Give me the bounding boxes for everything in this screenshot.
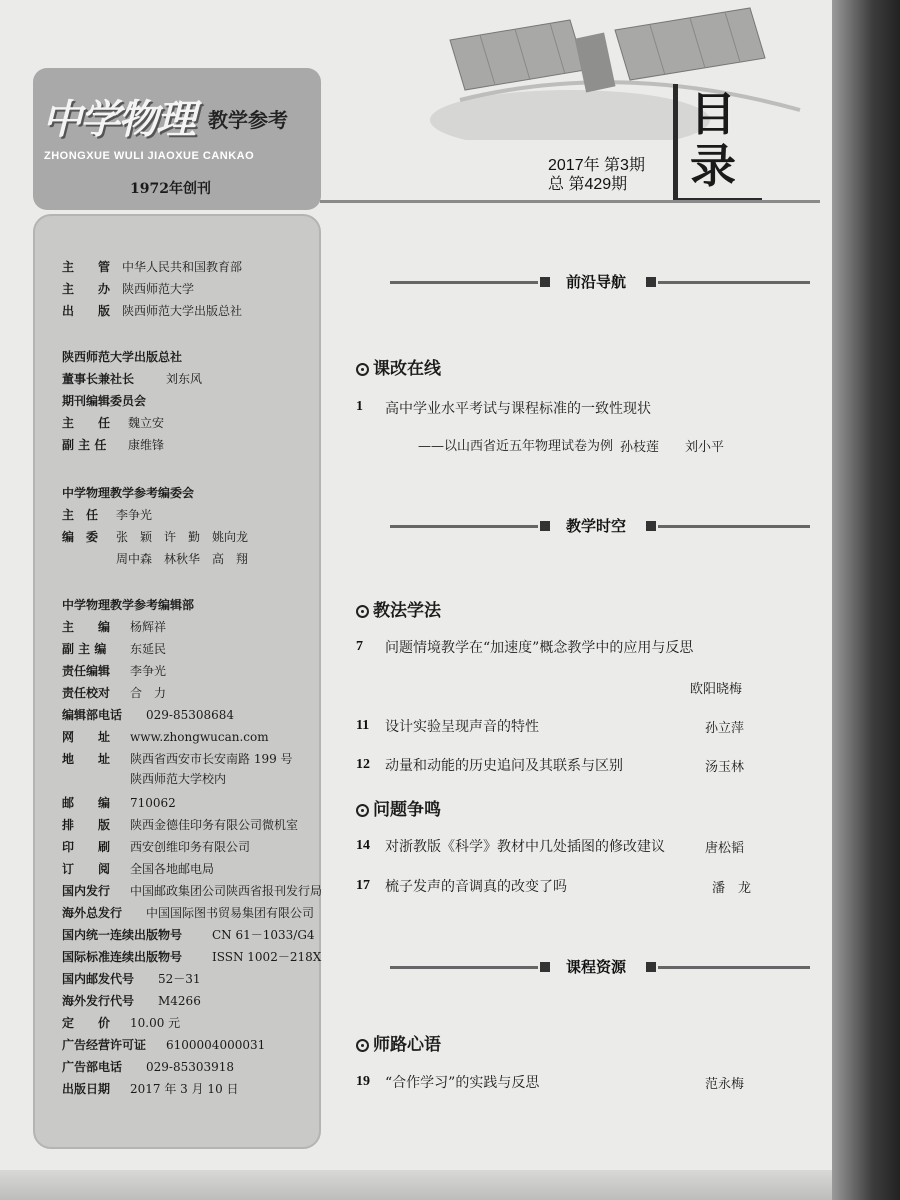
- info-row: [62, 348, 182, 365]
- info-row: [62, 302, 242, 319]
- info-value: 029-85308684: [146, 708, 235, 722]
- heading-rule-left: [390, 281, 538, 284]
- info-value: 陕西省西安市长安南路 199 号: [130, 752, 293, 766]
- info-label: 邮 编: [62, 796, 111, 810]
- info-value: 周中森 林秋华 高 翔: [116, 552, 249, 566]
- info-value: 康维锋: [128, 438, 165, 452]
- info-label: 董事长兼社长: [62, 372, 135, 386]
- info-value: 029-85303918: [146, 1060, 235, 1074]
- info-value: 52－31: [158, 972, 201, 986]
- info-value: 魏立安: [128, 416, 165, 430]
- info-label: 排 版: [62, 818, 111, 832]
- info-value: 10.00 元: [130, 1016, 181, 1030]
- info-value: 陕西金德佳印务有限公司微机室: [130, 818, 299, 832]
- info-row: [62, 618, 166, 635]
- info-row: [62, 728, 269, 745]
- section-heading-frontier: [390, 270, 810, 294]
- toc-page-number: 11: [356, 718, 370, 733]
- info-label: 中学物理教学参考编委会: [62, 486, 195, 500]
- toc-page-number: 17: [356, 878, 370, 893]
- info-label: 中学物理教学参考编辑部: [62, 598, 195, 612]
- info-value: 杨辉祥: [130, 620, 167, 634]
- info-value: 中国邮政集团公司陕西省报刊发行局: [130, 884, 323, 898]
- heading-rule-right: [658, 966, 810, 969]
- section-heading-resources: [390, 955, 810, 979]
- info-row: [62, 1036, 265, 1053]
- toc-article-author: 唐松韬: [705, 841, 745, 856]
- info-label: 地 址: [62, 752, 111, 766]
- info-row: [62, 484, 194, 501]
- info-row: [62, 662, 166, 679]
- info-row: [62, 640, 166, 657]
- info-label: 海外总发行: [62, 906, 123, 920]
- info-row: [62, 506, 152, 523]
- info-label: 广告部电话: [62, 1060, 123, 1074]
- info-label: 国内邮发代号: [62, 972, 135, 986]
- info-row: [62, 528, 248, 545]
- info-value: 中国国际图书贸易集团有限公司: [146, 906, 315, 920]
- toc-article-title: 设计实验呈现声音的特性: [385, 719, 539, 735]
- subsection-teacher-reflections: [356, 1030, 441, 1055]
- info-label: 陕西师范大学出版总社: [62, 350, 183, 364]
- heading-rule-left: [390, 966, 538, 969]
- info-row: [62, 904, 314, 921]
- info-value: 6100004000031: [166, 1038, 266, 1052]
- issue-number: 2017年 第3期: [548, 157, 645, 174]
- toc-article-title: 动量和动能的历史追问及其联系与区别: [385, 758, 623, 774]
- info-label: 定 价: [62, 1016, 111, 1030]
- info-value: www.zhongwucan.com: [130, 730, 269, 744]
- header-rule: [320, 200, 820, 203]
- toc-article-title: “合作学习”的实践与反思: [385, 1075, 540, 1091]
- info-row: [62, 750, 293, 767]
- info-label: 编 委: [62, 530, 99, 544]
- info-value: 2017 年 3 月 10 日: [130, 1082, 239, 1096]
- toc-page-number: 19: [356, 1074, 370, 1089]
- info-value: M4266: [158, 994, 201, 1008]
- info-row: [62, 414, 164, 431]
- toc-article-subtitle: ——以山西省近五年物理试卷为例: [418, 439, 614, 454]
- info-label: 国内发行: [62, 884, 111, 898]
- toc-article-author: 潘 龙: [712, 881, 752, 896]
- masthead-subtitle: 教学参考: [208, 108, 288, 132]
- info-label: 主 任: [62, 416, 111, 430]
- total-issue-number: 总 第429期: [548, 176, 628, 193]
- toc-article-title: 问题情境教学在“加速度”概念教学中的应用与反思: [385, 640, 694, 656]
- info-row: [62, 370, 202, 387]
- info-value: 710062: [130, 796, 176, 810]
- info-row: [62, 280, 194, 297]
- heading-rule-left: [390, 525, 538, 528]
- toc-page-number: 14: [356, 838, 370, 853]
- info-row: [62, 258, 242, 275]
- info-label: 网 址: [62, 730, 111, 744]
- toc-article-author: 孙枝莲 刘小平: [620, 440, 725, 455]
- subsection-teaching-methods: [356, 596, 441, 621]
- info-row: [62, 816, 298, 833]
- info-row: [62, 392, 146, 409]
- info-label: 订 阅: [62, 862, 111, 876]
- info-label: 副 主 编: [62, 642, 107, 656]
- heading-square-right: [646, 521, 656, 531]
- subsection-label: 教法学法: [373, 601, 441, 621]
- info-label: 责任校对: [62, 686, 111, 700]
- info-label: 出 版: [62, 304, 111, 318]
- info-value: 合 力: [130, 686, 167, 700]
- heading-rule-right: [658, 281, 810, 284]
- info-label: 主 办: [62, 282, 111, 296]
- toc-page-number: 7: [356, 639, 363, 654]
- section-heading-text: 前沿导航: [565, 273, 626, 291]
- info-value: 西安创维印务有限公司: [130, 840, 251, 854]
- info-value: 陕西师范大学校内: [130, 772, 227, 786]
- info-label: 期刊编辑委员会: [62, 394, 147, 408]
- info-label: 主 编: [62, 620, 111, 634]
- toc-article-title: 梳子发声的音调真的改变了吗: [385, 879, 567, 895]
- contents-title-text: 目录: [690, 87, 736, 193]
- page-bottom-edge: [0, 1170, 832, 1200]
- toc-article-author: 范永梅: [705, 1077, 745, 1092]
- info-value: ISSN 1002－218X: [212, 950, 322, 964]
- subsection-label: 师路心语: [373, 1035, 441, 1055]
- section-heading-text: 教学时空: [565, 517, 626, 535]
- founded-year: 1972年创刊: [130, 181, 211, 197]
- toc-article-author: 汤玉林: [705, 760, 745, 775]
- heading-square-right: [646, 962, 656, 972]
- info-label: 主 管: [62, 260, 111, 274]
- info-label: 编辑部电话: [62, 708, 123, 722]
- info-value: 陕西师范大学: [122, 282, 195, 296]
- toc-article-title: 对浙教版《科学》教材中几处插图的修改建议: [385, 839, 665, 855]
- info-value: 陕西师范大学出版总社: [122, 304, 243, 318]
- heading-rule-right: [658, 525, 810, 528]
- target-bullet-icon: [356, 605, 369, 618]
- info-value: 李争光: [116, 508, 153, 522]
- info-row: [62, 1014, 180, 1031]
- info-row: [62, 948, 321, 965]
- info-label: 印 刷: [62, 840, 111, 854]
- toc-page-number: 12: [356, 757, 370, 772]
- info-label: 责任编辑: [62, 664, 111, 678]
- info-row: [62, 1080, 239, 1097]
- info-value: CN 61－1033/G4: [212, 928, 315, 942]
- info-value: 李争光: [130, 664, 167, 678]
- target-bullet-icon: [356, 804, 369, 817]
- info-value: 张 颖 许 勤 姚向龙: [116, 530, 249, 544]
- target-bullet-icon: [356, 363, 369, 376]
- info-row: [62, 970, 201, 987]
- info-row: [62, 860, 214, 877]
- info-label: 主 任: [62, 508, 99, 522]
- toc-article-title: 高中学业水平考试与课程标准的一致性现状: [385, 401, 651, 417]
- info-value: 中华人民共和国教育部: [122, 260, 243, 274]
- masthead-pinyin: ZHONGXUE WULI JIAOXUE CANKAO: [44, 150, 255, 162]
- subsection-label: 课改在线: [373, 359, 441, 379]
- info-row: [62, 436, 164, 453]
- heading-square-right: [646, 277, 656, 287]
- info-row: [62, 992, 201, 1009]
- target-bullet-icon: [356, 1039, 369, 1052]
- info-row: [62, 596, 194, 613]
- section-heading-teaching: [390, 514, 810, 538]
- info-row: [62, 550, 248, 567]
- info-value: 刘东风: [166, 372, 203, 386]
- masthead-logo: 中学物理: [42, 96, 194, 143]
- section-heading-text: 课程资源: [565, 958, 626, 976]
- subsection-label: 问题争鸣: [373, 800, 441, 820]
- info-row: [62, 770, 226, 787]
- info-row: [62, 926, 315, 943]
- info-row: [62, 838, 250, 855]
- subsection-curriculum-online: [356, 354, 441, 379]
- page-edge-shadow: [832, 0, 900, 1200]
- info-label: 国际标准连续出版物号: [62, 950, 183, 964]
- info-label: 海外发行代号: [62, 994, 135, 1008]
- info-value: 全国各地邮电局: [130, 862, 215, 876]
- info-row: [62, 706, 234, 723]
- info-row: [62, 1058, 234, 1075]
- contents-title: [690, 88, 740, 192]
- info-label: 国内统一连续出版物号: [62, 928, 183, 942]
- info-label: 出版日期: [62, 1082, 111, 1096]
- info-row: [62, 684, 166, 701]
- toc-article-author: 孙立萍: [705, 721, 745, 736]
- info-row: [62, 794, 176, 811]
- toc-page-number: 1: [356, 399, 363, 414]
- info-value: 东延民: [130, 642, 167, 656]
- toc-article-author: 欧阳晓梅: [690, 682, 743, 697]
- info-row: [62, 882, 322, 899]
- subsection-debate: [356, 795, 441, 820]
- info-label: 广告经营许可证: [62, 1038, 147, 1052]
- info-label: 副 主 任: [62, 438, 107, 452]
